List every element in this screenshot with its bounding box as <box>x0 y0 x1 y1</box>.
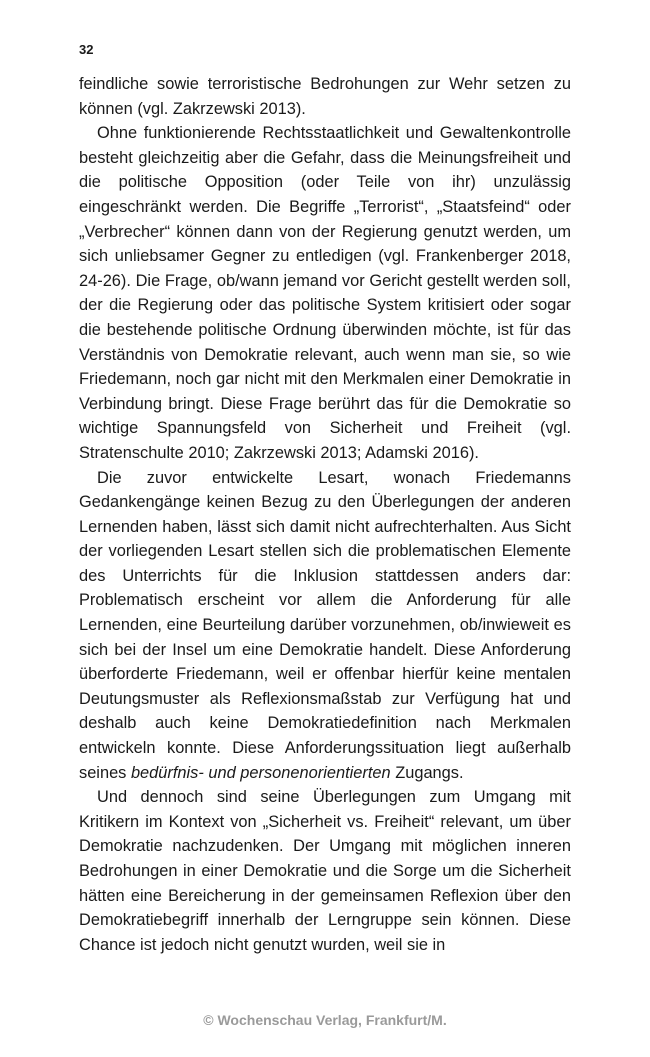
copyright-footer: © Wochenschau Verlag, Frankfurt/M. <box>203 1012 447 1028</box>
body-text <box>79 72 571 957</box>
paragraph-4 <box>79 785 571 957</box>
paragraph-1 <box>79 72 571 121</box>
text-segment: Ohne funktionierende Rechtsstaatlichkeit und Gewaltenkontrolle besteht gleichzeitig aber die Gefahr, dass die Meinungsfreiheit und die politische Opposition (oder Teile von ihr) unzulässig eingeschränkt werden. Die Begriffe „Terrorist“, „Staatsfeind“ oder „Verbrecher“ können dann von der Regierung genutzt werden, um sich unliebsamer Gegner zu entledigen (vgl. Frankenberger 2018, 24-26). Die Frage, ob/wann jemand vor Gericht gestellt werden soll, der die Regierung oder das politische System kritisiert oder sogar die bestehende politische Ordnung überwinden möchte, ist für das Verständnis von Demokratie relevant, auch wenn man sie, so wie Friedemann, noch gar nicht mit den Merkmalen einer Demokratie in Verbindung bringt. Diese Frage berührt das für die Demokratie so wichtige Spannungsfeld von Sicherheit und Freiheit (vgl. Stratenschulte 2010; Zakrzewski 2013; Adamski 2016). <box>79 124 571 462</box>
text-segment: Die zuvor entwickelte Lesart, wonach Friedemanns Gedankengänge keinen Bezug zu den Überlegungen der anderen Lernenden haben, lässt sich damit nicht aufrechterhalten. Aus Sicht der vorliegenden Lesart stellen sich die problematischen Elemente des Unterrichts für die Inklusion stattdessen anders dar: Problematisch erscheint vor allem die Anforderung für alle Lernenden, eine Beurteilung darüber vorzunehmen, ob/inwieweit es sich bei der Insel um eine Demokratie handelt. Diese Anforderung überforderte Friedemann, weil er offenbar hierfür keine mentalen Deutungsmuster als Reflexionsmaßstab zur Verfügung hat und deshalb auch keine Demokratiedefinition nach Merkmalen entwickeln konnte. Diese Anforderungssituation liegt außerhalb seines <box>79 468 571 782</box>
paragraph-2 <box>79 121 571 465</box>
text-segment: feindliche sowie terroristische Bedrohungen zur Wehr setzen zu können (vgl. Zakrzewski 2013). <box>79 75 571 118</box>
paragraph-3 <box>79 466 571 786</box>
text-segment: Und dennoch sind seine Überlegungen zum Umgang mit Kritikern im Kontext von „Sicherheit vs. Freiheit“ relevant, um über Demokratie nachzudenken. Der Umgang mit möglichen inneren Bedrohungen in einer Demokratie und die Sorge um die Sicherheit hätten eine Bereicherung in der gemeinsamen Reflexion über den Demokratiebegriff innerhalb der Lerngruppe sein können. Diese Chance ist jedoch nicht genutzt wurden, weil sie in <box>79 788 571 954</box>
emphasized-text: bedürfnis- und personenorientierten <box>130 763 391 782</box>
page-number: 32 <box>79 42 94 57</box>
text-segment: Zugangs. <box>390 763 464 782</box>
